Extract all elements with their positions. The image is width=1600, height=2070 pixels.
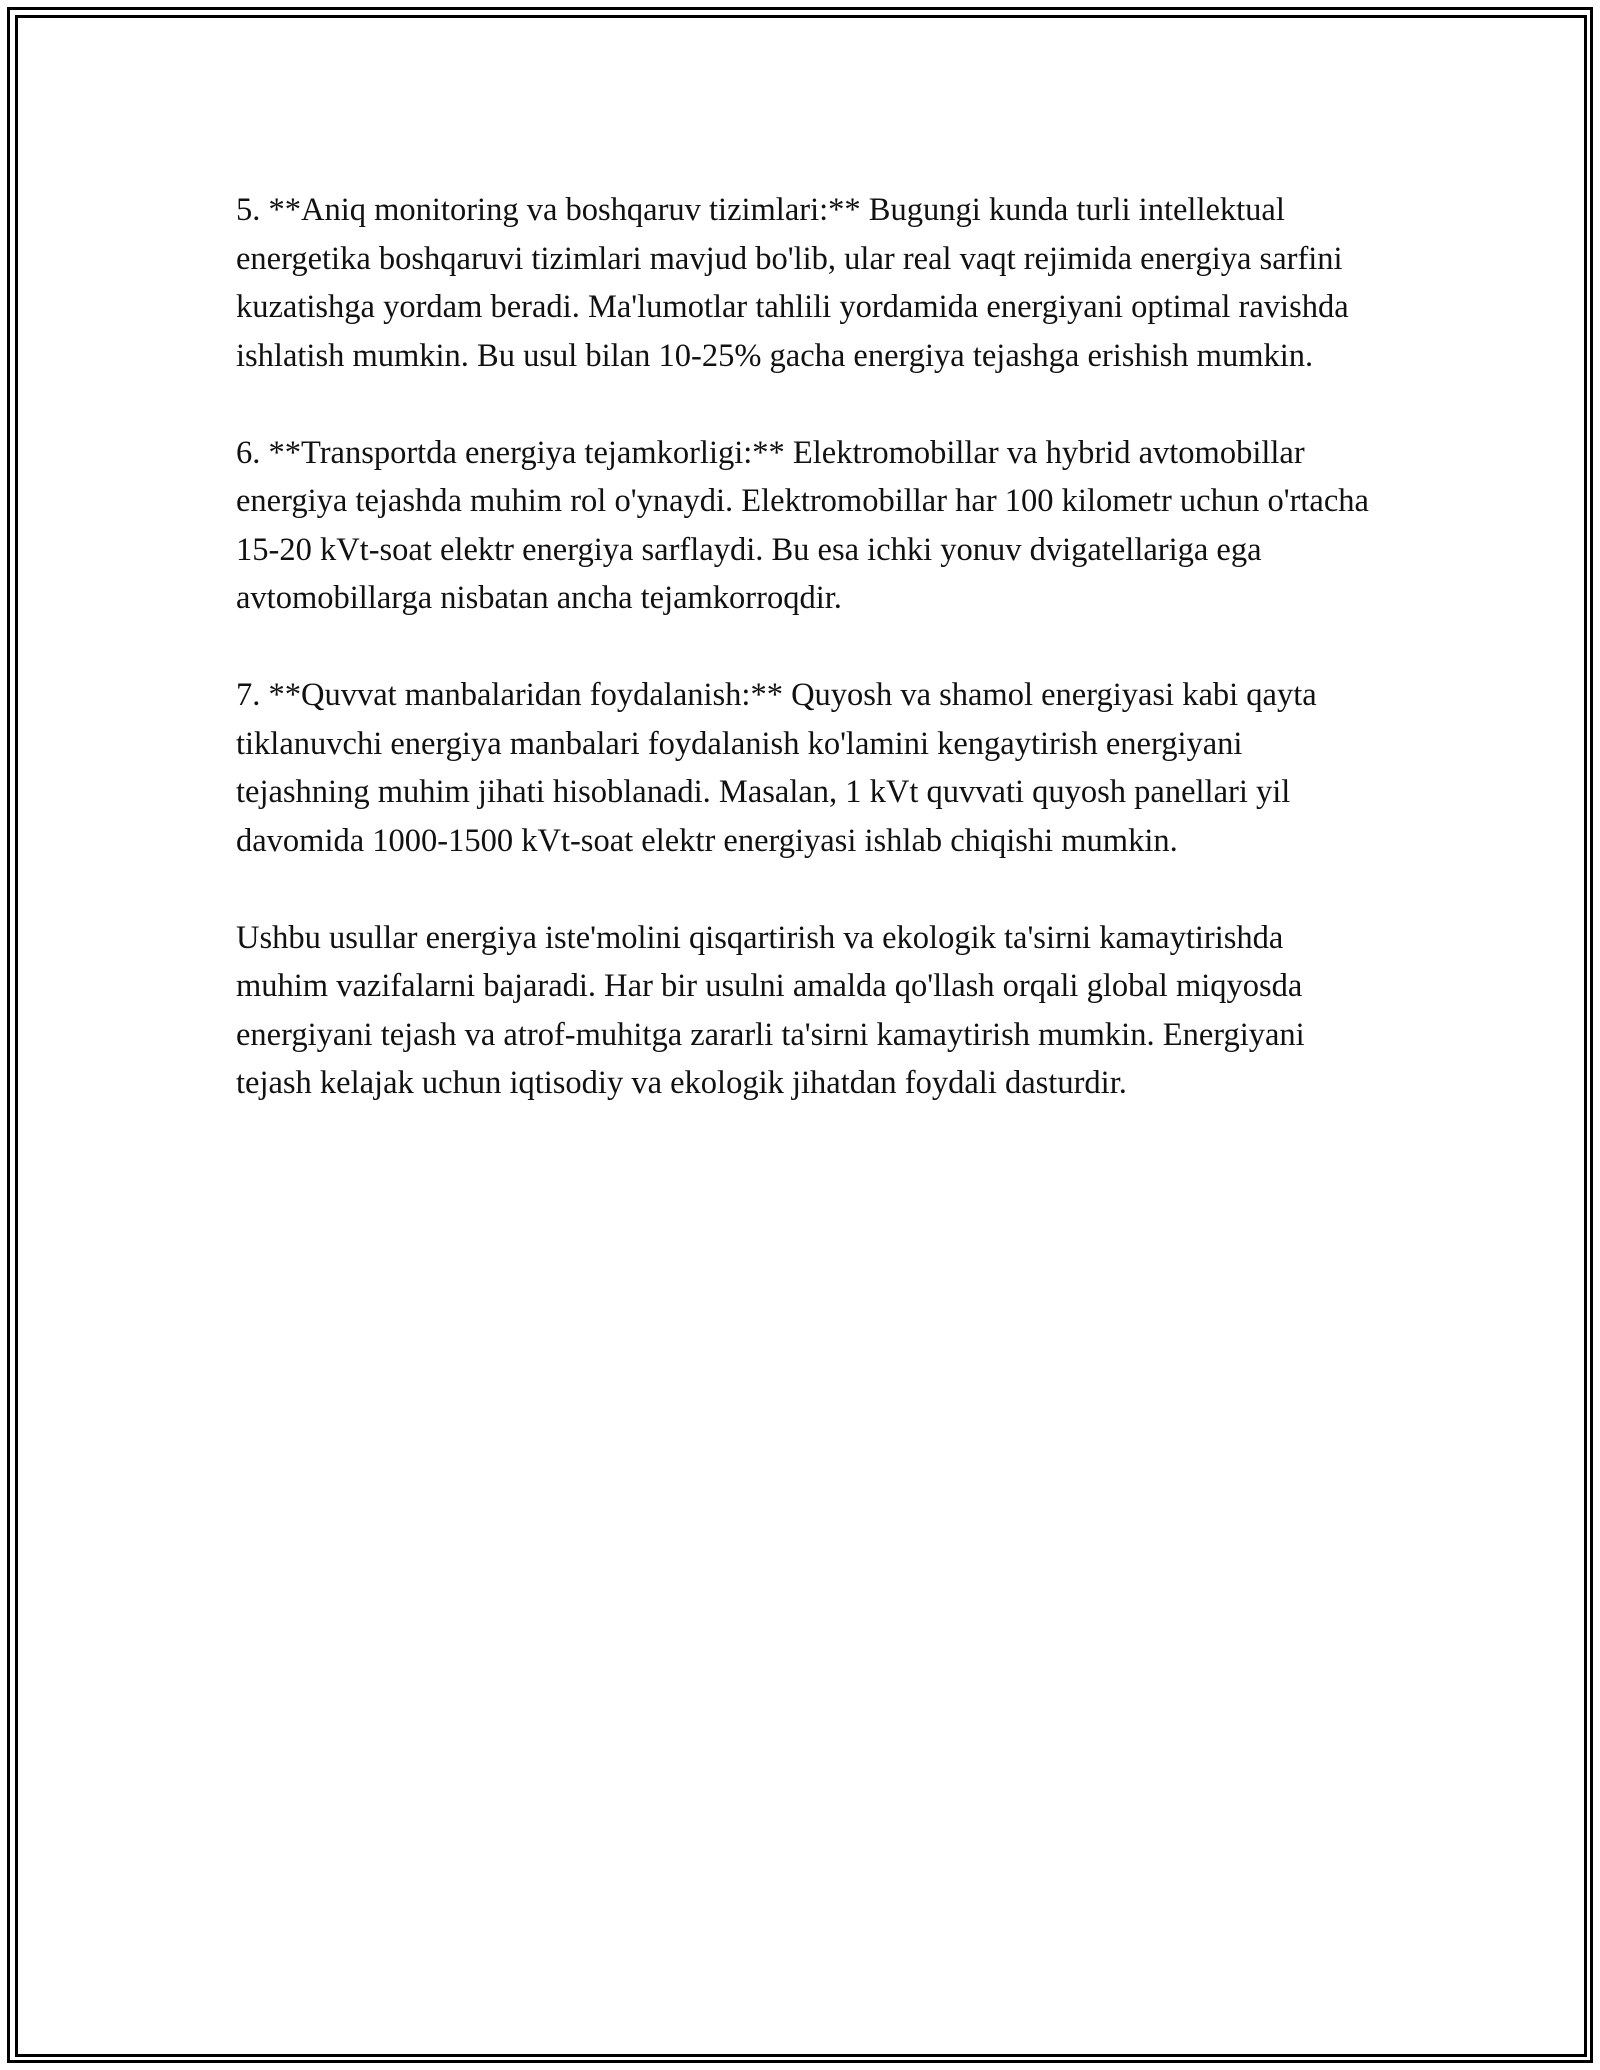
paragraph-transport: 6. **Transportda energiya tejamkorligi:** Elektromobillar va hybrid avtomobillar energiya tejashda muhim rol o'ynaydi. Elektromobillar har 100 kilometr uchun o'rtacha 15-20 kVt-soat elektr energiya sarflaydi. Bu esa ichki yonuv dvigatellariga ega avtomobillarga nisbatan ancha tejamkorroqdir. [236,434,1369,616]
paragraph-power-sources: 7. **Quvvat manbalaridan foydalanish:** Quyosh va shamol energiyasi kabi qayta tiklanuvchi energiya manbalari foydalanish ko'lamini kengaytirish energiyani tejashning muhim jihati hisoblanadi. Masalan, 1 kVt quvvati quyosh panellari yil davomida 1000-1500 kVt-soat elektr energiyasi ishlab chiqishi mumkin. [236,677,1317,859]
paragraph-conclusion: Ushbu usullar energiya iste'molini qisqartirish va ekologik ta'sirni kamaytirishda muhim vazifalarni bajaradi. Har bir usulni amalda qo'llash orqali global miqyosda energiyani tejash va atrof-muhitga zararli ta'sirni kamaytirish mumkin. Energiyani tejash kelajak uchun iqtisodiy va ekologik jihatdan foydali dasturdir. [236,919,1305,1101]
document-body [236,186,1376,1156]
paragraph-monitoring: 5. **Aniq monitoring va boshqaruv tizimlari:** Bugungi kunda turli intellektual energetika boshqaruvi tizimlari mavjud bo'lib, ular real vaqt rejimida energiya sarfini kuzatishga yordam beradi. Ma'lumotlar tahlili yordamida energiyani optimal ravishda ishlatish mumkin. Bu usul bilan 10-25% gacha energiya tejashga erishish mumkin. [236,192,1349,374]
